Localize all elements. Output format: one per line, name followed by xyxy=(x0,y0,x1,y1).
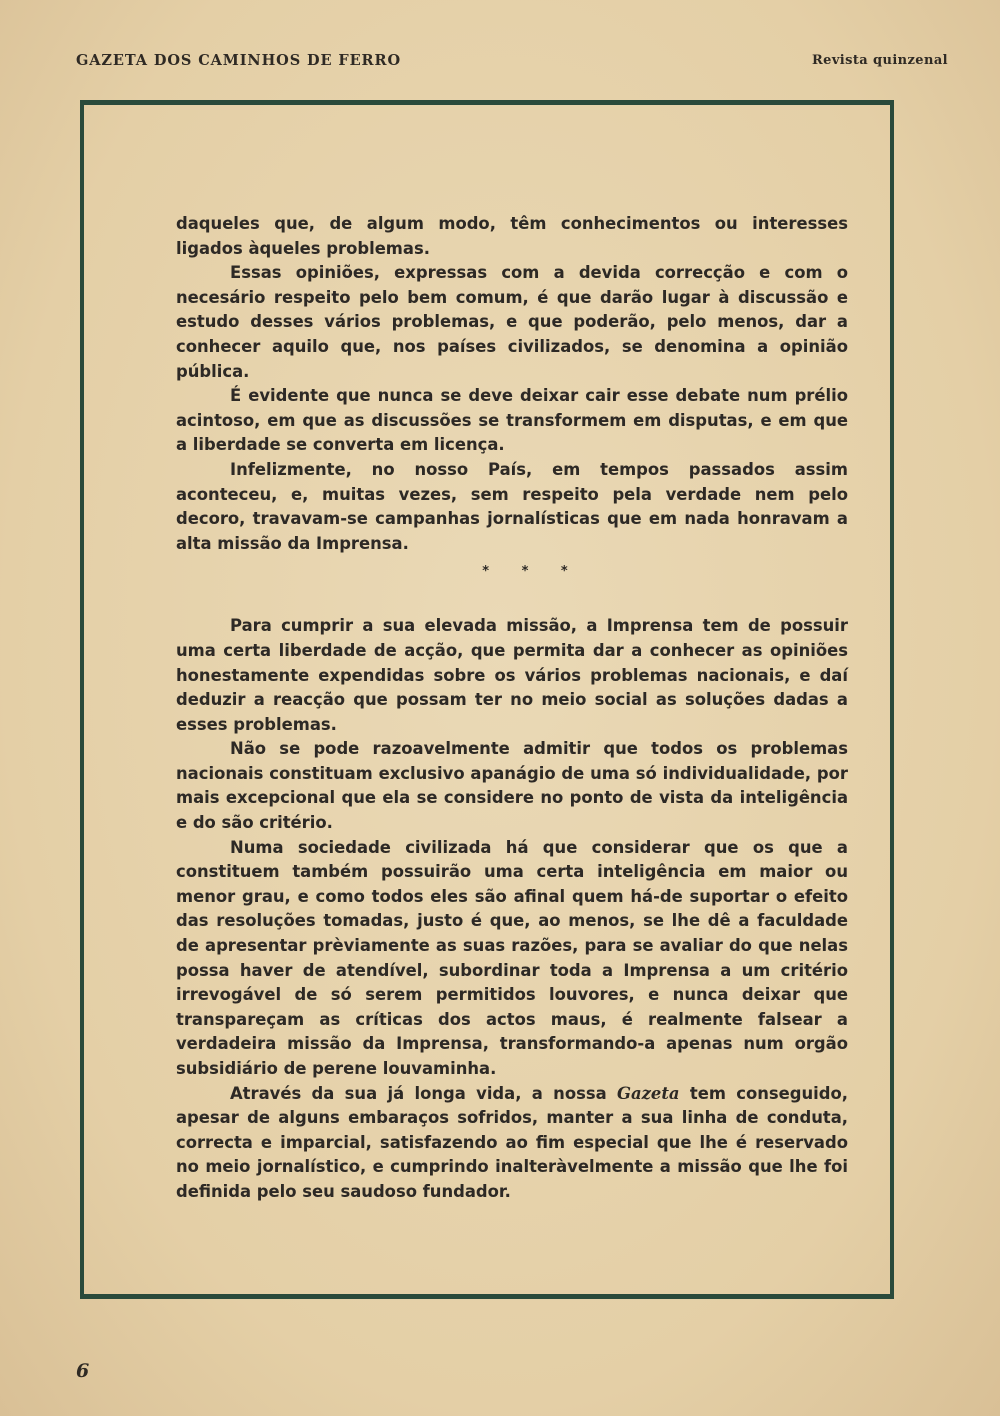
periodicity-label: Revista quinzenal xyxy=(811,53,948,68)
paragraph: Numa sociedade civilizada há que considerar que os que a constituem também possuirão uma certa inteligência em maior ou menor grau, e como todos eles são afinal quem há-de suportar o efeito das resoluções tomadas, justo é que, ao menos, se lhe dê a faculdade de apresentar prèviamente as suas razões, para se avaliar do que nelas possa haver de atendível, subordinar toda a Imprensa a um critério irrevogável de só serem permitidos louvores, e nunca deixar que transpareçam as críticas dos actos maus, é realmente falsear a verdadeira missão da Imprensa, transformando-a apenas num orgão subsidiário de perene louvaminha. xyxy=(176,837,848,1078)
paragraph: Para cumprir a sua elevada missão, a Imprensa tem de possuir uma certa liberdade de acção, que permita dar a conhecer as opiniões honestamente expendidas sobre os vários problemas nacionais, e daí deduzir a reacção que possam ter no meio social as soluções dadas a esses problemas. xyxy=(176,616,848,734)
journal-title: GAZETA DOS CAMINHOS DE FERRO xyxy=(76,52,401,69)
paragraph: Infelizmente, no nosso País, em tempos passados assim aconteceu, e, muitas vezes, sem respeito pela verdade nem pelo decoro, travavam-se campanhas jornalísticas que em nada honravam a alta missão da Imprensa. xyxy=(176,459,848,553)
paragraph-continuation: daqueles que, de algum modo, têm conhecimentos ou interesses ligados àqueles problemas. xyxy=(176,214,848,258)
running-head xyxy=(76,52,948,74)
paragraph: Essas opiniões, expressas com a devida correcção e com o necesário respeito pelo bem comum, é que darão lugar à discussão e estudo desses vários problemas, e que poderão, pelo menos, dar a conhecer aquilo que, nos países civilizados, se denomina a opinião pública. xyxy=(176,263,848,381)
paragraph-closing xyxy=(176,1082,848,1205)
gazeta-emphasis: Gazeta xyxy=(617,1083,680,1103)
section-separator: * * * xyxy=(482,564,582,580)
closing-text-end: tem conseguido, apesar de alguns embaraços sofridos, manter a sua linha de conduta, correcta e imparcial, satisfazendo ao fim especial que lhe é reservado no meio jornalístico, e cumprindo inalteràvelmente a missão que lhe foi definida pelo seu saudoso fundador. xyxy=(176,1083,848,1201)
page-number: 6 xyxy=(76,1360,90,1382)
paragraph: É evidente que nunca se deve deixar cair esse debate num prélio acintoso, em que as discussões se transformem em disputas, e em que a liberdade se converta em licença. xyxy=(176,386,848,455)
paragraph: Não se pode razoavelmente admitir que todos os problemas nacionais constituam exclusivo apanágio de uma só individualidade, por mais excepcional que ela se considere no ponto de vista da inteligência e do são critério. xyxy=(176,739,848,833)
closing-text-start: Através da sua já longa vida, a nossa xyxy=(230,1083,607,1103)
article-body xyxy=(176,212,848,1205)
